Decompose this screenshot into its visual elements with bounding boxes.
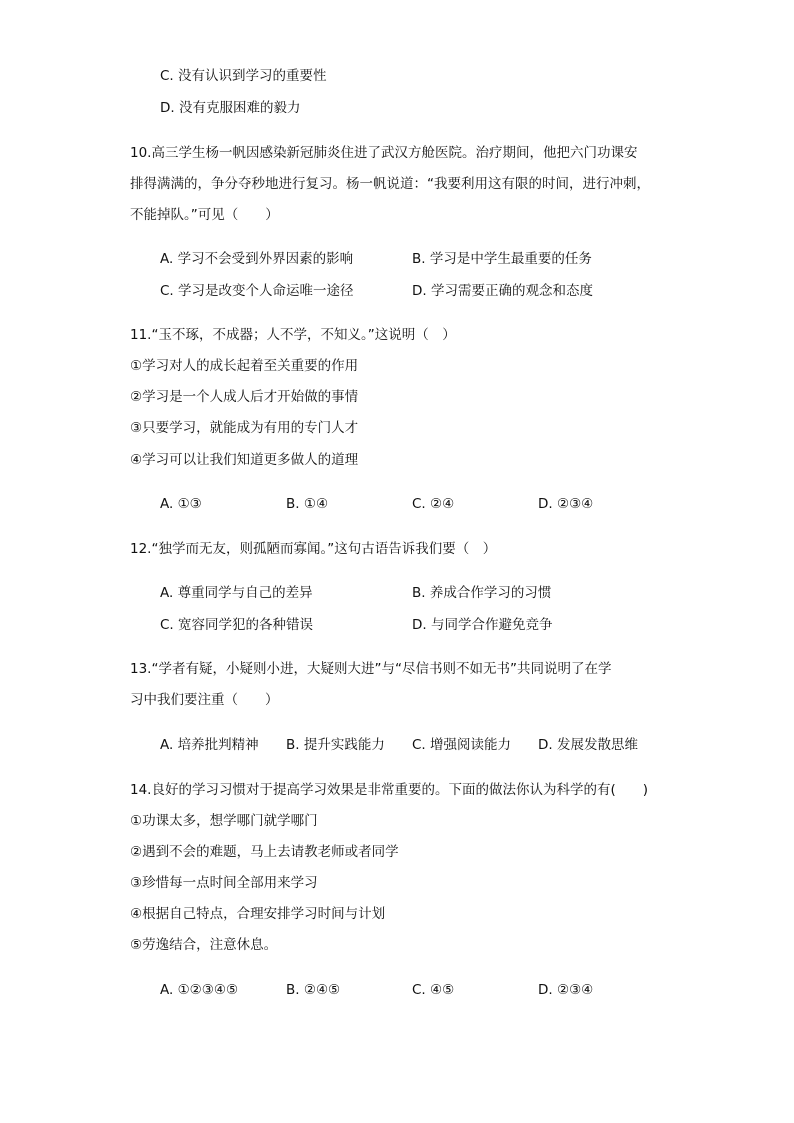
q14-item-2: ②遇到不会的难题，马上去请教老师或者同学 bbox=[130, 844, 399, 860]
q12-option-b: B. 养成合作学习的习惯 bbox=[412, 585, 552, 601]
q12-stem: 12.“独学而无友，则孤陋而寡闻。”这句古语告诉我们要（ ） bbox=[130, 541, 497, 557]
q13-option-b: B. 提升实践能力 bbox=[286, 737, 385, 753]
q14-option-a: A. ①②③④⑤ bbox=[160, 982, 239, 998]
q11-option-d: D. ②③④ bbox=[538, 496, 594, 512]
q13-stem-line2: 习中我们要注重（ ） bbox=[130, 692, 279, 708]
q11-option-c: C. ②④ bbox=[412, 496, 455, 512]
q14-option-b: B. ②④⑤ bbox=[286, 982, 341, 998]
q12-option-c: C. 宽容同学犯的各种错误 bbox=[160, 617, 314, 633]
q14-item-1: ①功课太多，想学哪门就学哪门 bbox=[130, 813, 318, 829]
q9-option-c: C. 没有认识到学习的重要性 bbox=[160, 68, 327, 84]
q10-stem-line1: 10.高三学生杨一帆因感染新冠肺炎住进了武汉方舱医院。治疗期间，他把六门功课安 bbox=[130, 145, 638, 161]
q14-option-c: C. ④⑤ bbox=[412, 982, 455, 998]
q10-stem-line3: 不能掉队。”可见（ ） bbox=[130, 207, 279, 223]
q10-option-d: D. 学习需要正确的观念和态度 bbox=[412, 283, 593, 299]
q10-option-b: B. 学习是中学生最重要的任务 bbox=[412, 251, 592, 267]
q12-option-d: D. 与同学合作避免竞争 bbox=[412, 617, 553, 633]
q14-item-3: ③珍惜每一点时间全部用来学习 bbox=[130, 875, 318, 891]
q11-item-2: ②学习是一个人成人后才开始做的事情 bbox=[130, 389, 359, 405]
q11-stem: 11.“玉不琢，不成器；人不学，不知义。”这说明（ ） bbox=[130, 327, 456, 343]
q10-option-c: C. 学习是改变个人命运唯一途径 bbox=[160, 283, 354, 299]
q11-item-3: ③只要学习，就能成为有用的专门人才 bbox=[130, 420, 359, 436]
q13-option-d: D. 发展发散思维 bbox=[538, 737, 638, 753]
q14-stem: 14.良好的学习习惯对于提高学习效果是非常重要的。下面的做法你认为科学的有( ) bbox=[130, 782, 649, 798]
q11-option-b: B. ①④ bbox=[286, 496, 329, 512]
q13-option-a: A. 培养批判精神 bbox=[160, 737, 259, 753]
q11-option-a: A. ①③ bbox=[160, 496, 202, 512]
q10-stem-line2: 排得满满的，争分夺秒地进行复习。杨一帆说道：“我要利用这有限的时间，进行冲刺， bbox=[130, 176, 650, 192]
q13-stem-line1: 13.“学者有疑，小疑则小进，大疑则大进”与“尽信书则不如无书”共同说明了在学 bbox=[130, 661, 612, 677]
q14-item-4: ④根据自己特点，合理安排学习时间与计划 bbox=[130, 906, 386, 922]
q11-item-4: ④学习可以让我们知道更多做人的道理 bbox=[130, 452, 359, 468]
q14-item-5: ⑤劳逸结合，注意休息。 bbox=[130, 937, 278, 953]
q13-option-c: C. 增强阅读能力 bbox=[412, 737, 512, 753]
q9-option-d: D. 没有克服困难的毅力 bbox=[160, 100, 301, 116]
q10-option-a: A. 学习不会受到外界因素的影响 bbox=[160, 251, 354, 267]
q12-option-a: A. 尊重同学与自己的差异 bbox=[160, 585, 313, 601]
q14-option-d: D. ②③④ bbox=[538, 982, 594, 998]
q11-item-1: ①学习对人的成长起着至关重要的作用 bbox=[130, 358, 359, 374]
